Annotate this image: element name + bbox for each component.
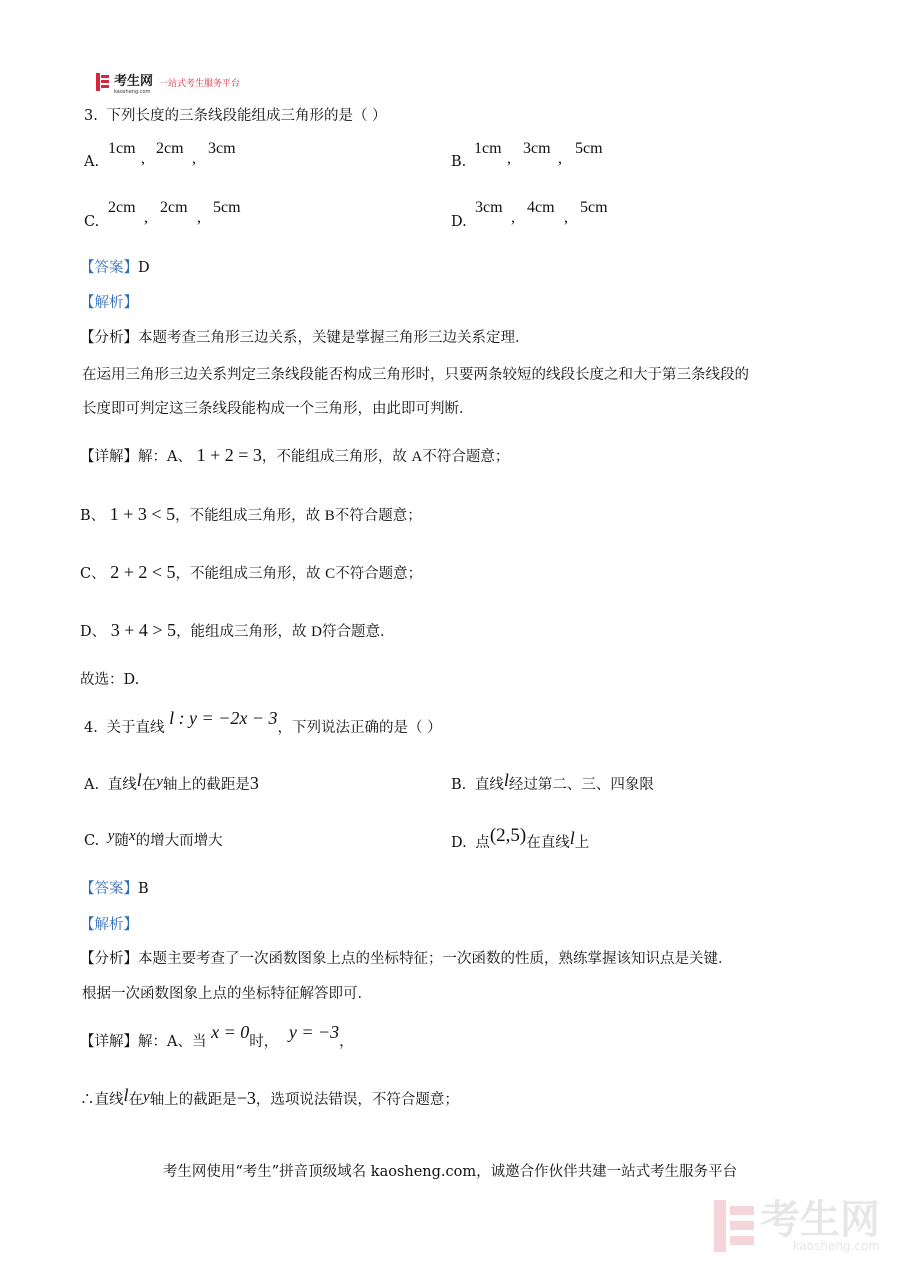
q4-opt-d-1: 点	[475, 835, 490, 851]
logo-text	[114, 70, 153, 95]
q4-option-c	[84, 828, 223, 851]
q4-detail-tag: 【详解】	[80, 1034, 138, 1050]
q4-thus-val: −3	[236, 1088, 256, 1108]
q4-thus-4: ，选项说法错误，不符合题意；	[255, 1092, 459, 1108]
q3-c-math: 2 + 2 < 5	[110, 562, 176, 582]
q3-option-d-comma1: ,	[511, 209, 515, 226]
q3-b-math: 1 + 3 < 5	[109, 504, 176, 524]
q4-opt-a-1: 直线	[107, 777, 137, 793]
q3-answer-value: D	[138, 260, 150, 276]
q4-fenxi-tag: 【分析】	[80, 951, 138, 967]
q3-option-b-label: B.	[451, 154, 467, 170]
q3-detail-a-math: 1 + 2 = 3	[196, 445, 262, 465]
q4-opt-d-label: D.	[451, 835, 467, 851]
q3-option-a-v2: 2cm	[156, 140, 184, 157]
q4-opt-a-l: l	[136, 770, 142, 790]
q3-option-b-v2: 3cm	[523, 140, 551, 157]
q4-analysis-tag: 【解析】	[80, 917, 138, 933]
logo-mark-icon	[96, 73, 110, 91]
q3-option-d-v1: 3cm	[475, 199, 503, 216]
q4-fenxi-text: 本题主要考查了一次函数图象上点的坐标特征；一次函数的性质，熟练掌握该知识点是关键．	[138, 951, 733, 967]
q3-c-end: 不符合题意；	[335, 566, 423, 582]
q3-option-a-v1: 1cm	[108, 140, 136, 157]
q3-option-a-label: A.	[84, 154, 100, 170]
q4-answer	[80, 879, 149, 899]
q4-opt-b-1: 直线	[474, 777, 504, 793]
q3-fenxi-tag: 【分析】	[80, 330, 138, 346]
q3-b-prefix: B、	[80, 508, 106, 524]
q3-option-b-v1: 1cm	[474, 140, 502, 157]
q4-answer-tag: 【答案】	[80, 881, 138, 897]
q3-detail-a	[80, 445, 509, 467]
q4-opt-b-label: B.	[451, 777, 467, 793]
q4-opt-a-val: 3	[249, 773, 259, 793]
q4-opt-b-2: 经过第二、三、四象限	[508, 777, 654, 793]
q3-conclusion: 故选：D.	[80, 672, 140, 688]
q4-detail-m2: y = −3	[288, 1022, 340, 1042]
q3-d-prefix: D、	[80, 624, 107, 640]
q4-detail	[80, 1022, 354, 1052]
q4-stem	[84, 708, 442, 738]
q3-detail-a-text: ，不能组成三角形，故	[261, 449, 407, 465]
q3-d-letter: D	[311, 624, 323, 640]
q3-option-d-v3: 5cm	[580, 199, 608, 216]
q3-b-letter: B	[324, 508, 335, 524]
watermark-text: 考生网	[760, 1197, 880, 1243]
q4-detail-2: 时，	[249, 1034, 279, 1050]
q4-option-b	[451, 770, 654, 795]
q4-thus-2: 在	[128, 1092, 144, 1108]
q3-para2: 长度即可判定这三条线段能构成一个三角形，由此即可判断．	[82, 401, 474, 417]
q4-opt-b-l: l	[503, 770, 509, 790]
q3-option-a-comma1: ,	[141, 150, 145, 167]
q3-stem-text: 下列长度的三条线段能组成三角形的是（ ）	[106, 108, 387, 124]
q3-detail-c	[80, 562, 422, 584]
q4-opt-c-1: 随	[114, 833, 129, 849]
q4-thus	[80, 1085, 459, 1110]
q3-option-d-v2: 4cm	[527, 199, 555, 216]
q4-thus-3: 轴上的截距是	[149, 1092, 237, 1108]
q4-thus-1: ∴直线	[80, 1092, 124, 1108]
q3-para1: 在运用三角形三边关系判定三条线段能否构成三角形时，只要两条较短的线段长度之和大于第三条线段的	[82, 367, 749, 383]
q3-detail-prefix: 解：A、	[138, 449, 192, 465]
q4-number: 4.	[84, 720, 98, 736]
q3-option-a-v3: 3cm	[208, 140, 236, 157]
q4-stem-math: l : y = −2x − 3	[169, 708, 278, 728]
q3-option-c-v3: 5cm	[213, 199, 241, 216]
q3-option-d-comma2: ,	[564, 209, 568, 226]
q4-opt-c-label: C.	[84, 833, 100, 849]
watermark-site: kaosheng.com	[792, 1239, 880, 1253]
q4-detail-3: ，	[339, 1034, 354, 1050]
q4-detail-m1: x = 0	[211, 1022, 250, 1042]
q3-detail-tag: 【详解】	[80, 449, 138, 465]
watermark-logo	[714, 1197, 880, 1253]
q3-option-a-comma2: ,	[192, 150, 196, 167]
q4-opt-d-2: 在直线	[526, 835, 570, 851]
q4-opt-d-l: l	[569, 828, 575, 848]
q3-b-text: ，不能组成三角形，故	[175, 508, 321, 524]
q3-option-c-comma2: ,	[197, 209, 201, 226]
q3-d-text: ，能组成三角形，故	[176, 624, 307, 640]
q3-fenxi-text: 本题考查三角形三边关系，关键是掌握三角形三边关系定理．	[138, 330, 530, 346]
q3-detail-b	[80, 504, 422, 526]
page-footer: 考生网使用“考生”拼音顶级域名 kaosheng.com，诚邀合作伙伴共建一站式考生服务平台	[162, 1164, 738, 1180]
q4-para1: 根据一次函数图象上点的坐标特征解答即可．	[82, 986, 372, 1002]
q4-stem-pre: 关于直线	[106, 720, 165, 736]
q3-d-end: 符合题意．	[322, 624, 395, 640]
q3-fenxi	[80, 328, 530, 348]
q4-answer-value: B	[138, 881, 149, 897]
q3-number: 3.	[84, 108, 98, 124]
q3-c-letter: C	[325, 566, 336, 582]
q3-analysis-tag: 【解析】	[80, 295, 138, 311]
q3-option-b-comma2: ,	[558, 150, 562, 167]
q3-option-b-comma1: ,	[507, 150, 511, 167]
q3-option-c-label: C.	[84, 214, 100, 230]
q4-option-d	[451, 825, 590, 853]
q3-option-c-v2: 2cm	[160, 199, 188, 216]
q4-stem-post: ，下列说法正确的是（ ）	[277, 720, 442, 736]
q3-option-c-comma1: ,	[144, 209, 148, 226]
q3-c-text: ，不能组成三角形，故	[175, 566, 321, 582]
q4-opt-a-3: 轴上的截距是	[162, 777, 250, 793]
q4-fenxi	[80, 949, 733, 969]
q4-opt-a-y: y	[156, 774, 163, 790]
watermark-text-block	[760, 1197, 880, 1253]
watermark-mark-icon	[714, 1200, 754, 1252]
q3-answer-tag: 【答案】	[80, 260, 138, 276]
q3-option-d-label: D.	[451, 214, 467, 230]
q4-option-a	[84, 770, 259, 795]
q3-b-end: 不符合题意；	[334, 508, 422, 524]
q3-d-math: 3 + 4 > 5	[110, 620, 177, 640]
q4-opt-a-2: 在	[141, 777, 157, 793]
q3-option-c-v1: 2cm	[108, 199, 136, 216]
q4-opt-a-label: A.	[84, 777, 100, 793]
logo-site: kaosheng.com	[114, 88, 151, 95]
q3-detail-a-end: 不符合题意；	[422, 449, 510, 465]
q4-opt-c-2: 的增大而增大	[135, 833, 223, 849]
logo-brand: 考生网	[114, 73, 154, 89]
q4-detail-1: 解：A、当	[138, 1034, 207, 1050]
q3-c-prefix: C、	[80, 566, 106, 582]
q4-opt-c-y: y	[107, 828, 115, 844]
q4-opt-d-point: (2,5)	[489, 825, 527, 846]
q4-thus-y: y	[143, 1089, 150, 1105]
q3-detail-d	[80, 620, 395, 642]
q4-thus-l: l	[123, 1085, 129, 1105]
q3-answer	[80, 258, 150, 278]
site-logo	[96, 72, 241, 95]
q3-detail-a-letter: A	[411, 449, 423, 465]
q4-opt-c-x: x	[128, 828, 136, 844]
q3-stem	[84, 106, 387, 126]
q4-opt-d-3: 上	[574, 835, 590, 851]
q3-option-b-v3: 5cm	[575, 140, 603, 157]
logo-slogan: 一站式考生服务平台	[159, 78, 241, 89]
